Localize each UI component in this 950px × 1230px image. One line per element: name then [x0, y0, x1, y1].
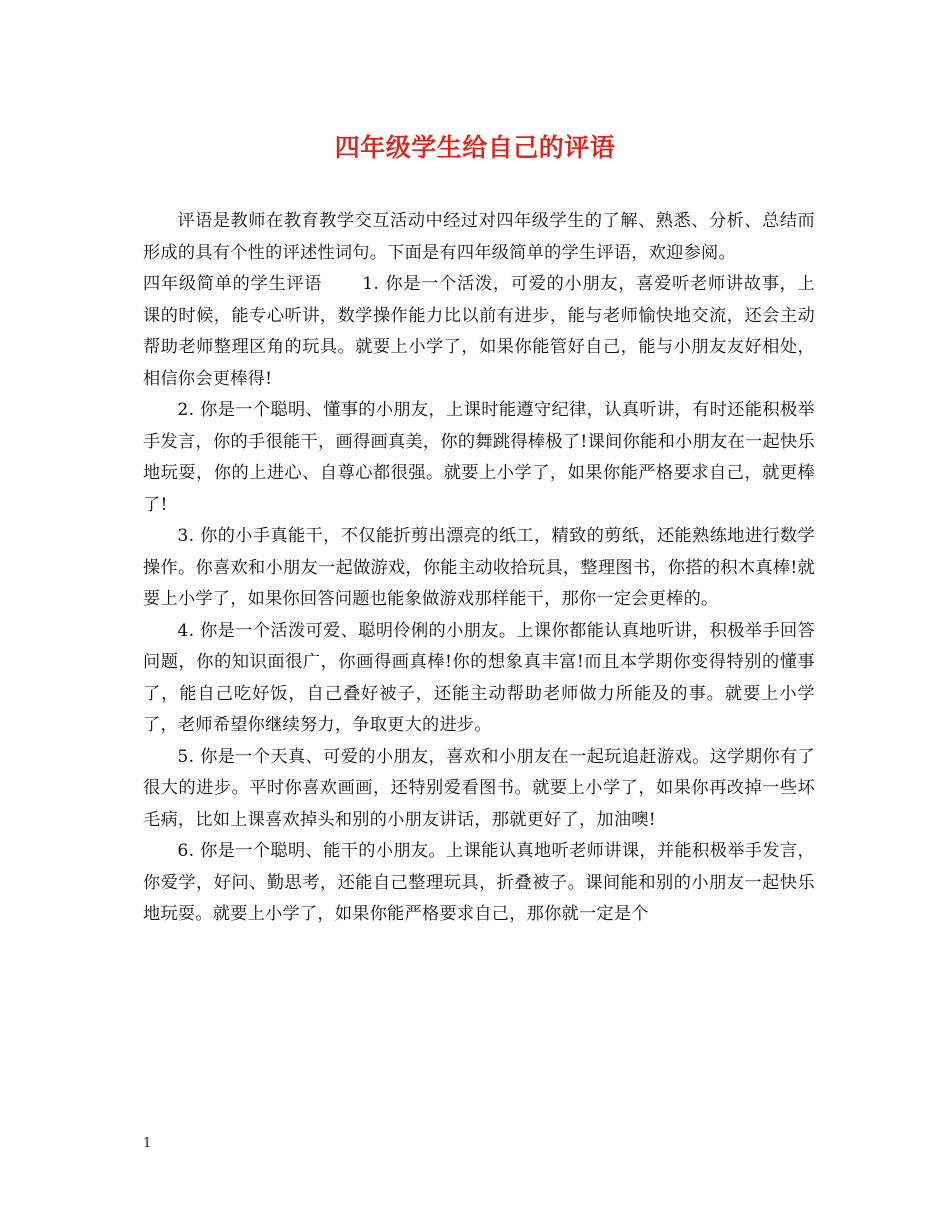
page-number: 1 — [143, 1136, 152, 1151]
item-5-paragraph: 5. 你是一个天真、可爱的小朋友，喜欢和小朋友在一起玩追赶游戏。这学期你有了很大的进步。平时你喜欢画画，还特别爱看图书。就要上小学了，如果你再改掉一些坏毛病，比如上课喜欢掉头和别的小朋友讲话，那就更好了，加油噢! — [143, 746, 815, 830]
item-2-paragraph: 2. 你是一个聪明、懂事的小朋友，上课时能遵守纪律，认真听讲，有时还能积极举手发言，你的手很能干，画得画真美，你的舞跳得棒极了!课间你能和小朋友在一起快乐地玩耍，你的上进心、自尊心都很强。就要上小学了，如果你能严格要求自己，就更棒了! — [143, 400, 815, 515]
item-1-text: 1. 你是一个活泼，可爱的小朋友，喜爱听老师讲故事，上课的时候，能专心听讲，数学操作能力比以前有进步，能与老师愉快地交流，还会主动帮助老师整理区角的玩具。就要上小学了，如果你能管好自己，能与小朋友友好相处，相信你会更棒得! — [143, 274, 815, 389]
document-body — [143, 206, 815, 931]
item-3-paragraph: 3. 你的小手真能干，不仅能折剪出漂亮的纸工，精致的剪纸，还能熟练地进行数学操作。你喜欢和小朋友一起做游戏，你能主动收拾玩具，整理图书，你搭的积木真棒!就要上小学了，如果你回答问题也能象做游戏那样能干，那你一定会更棒的。 — [143, 526, 815, 609]
item-6-paragraph: 6. 你是一个聪明、能干的小朋友。上课能认真地听老师讲课，并能积极举手发言，你爱学，好问、勤思考，还能自己整理玩具，折叠被子。课间能和别的小朋友一起快乐地玩耍。就要上小学了，如果你能严格要求自己，那你就一定是个 — [143, 841, 815, 924]
document-title: 四年级学生给自己的评语 — [334, 133, 616, 162]
section-label: 四年级简单的学生评语 — [143, 274, 323, 294]
intro-paragraph: 评语是教师在教育教学交互活动中经过对四年级学生的了解、熟悉、分析、总结而形成的具有个性的评述性词句。下面是有四年级简单的学生评语，欢迎参阅。 — [143, 211, 815, 263]
item-4-paragraph: 4. 你是一个活泼可爱、聪明伶俐的小朋友。上课你都能认真地听讲，积极举手回答问题，你的知识面很广，你画得画真棒!你的想象真丰富!而且本学期你变得特别的懂事了，能自己吃好饭，自己叠好被子，还能主动帮助老师做力所能及的事。就要上小学了，老师希望你继续努力，争取更大的进步。 — [143, 620, 815, 735]
item-1-paragraph — [143, 269, 815, 395]
